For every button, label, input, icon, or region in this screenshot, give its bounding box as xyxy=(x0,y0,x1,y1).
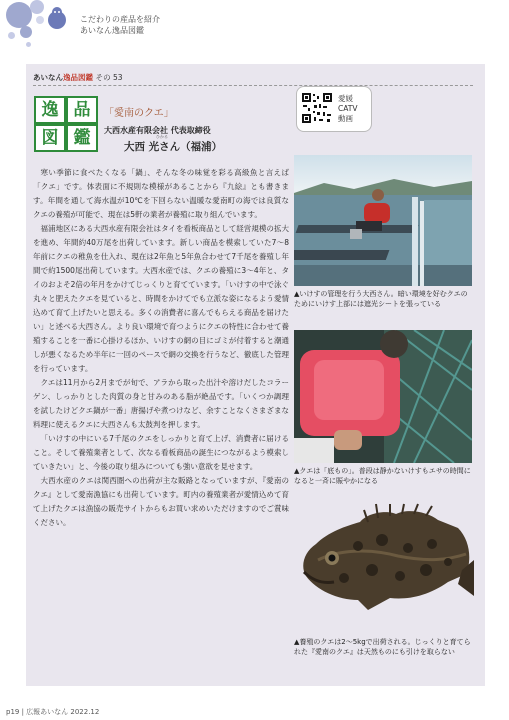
article-body xyxy=(33,166,289,530)
body-paragraph: 寒い季節に食べたくなる「鍋」、そんな冬の味覚を彩る高級魚と言えば「クエ」です。体表面に不規則な模様があることから『九絵』とも書きます。年間を通して海水温が10℃を下回らない温暖な愛南町の海では良質なクエの養殖が可能で、現在は5軒の業者が養殖に取り組んでいます。 xyxy=(33,168,289,219)
body-paragraph: 「いけすの中にいる7千尾のクエをしっかりと育て上げ、消費者に届けること。そして養殖業者として、次なる看板商品の誕生につながるよう模索していきたい」と、今後の取り組みについても強い意欲を見せます。 xyxy=(33,434,289,471)
series-emph: 逸品図鑑 xyxy=(63,73,93,82)
person-name-ruby: ひかる xyxy=(156,134,168,139)
catv-line3: 動画 xyxy=(338,114,353,123)
photo-net-pen-feeding xyxy=(294,330,472,463)
person-name: 大西 光さん（福浦） xyxy=(124,141,223,153)
caption-3: ▲養殖のクエは2～5kgで出荷される。じっくりと育てられた『愛南のクエ』は天然ものにも引けを取らない xyxy=(294,638,471,656)
series-prefix: あいなん xyxy=(33,73,63,82)
logo-char: 逸 xyxy=(34,96,66,124)
header-line1: こだわりの産品を紹介 xyxy=(80,15,160,24)
page-footer: p19 | 広報あいなん 2022.12 xyxy=(6,708,100,716)
photo-kue-grouper xyxy=(298,500,474,622)
logo-char: 鑑 xyxy=(66,124,98,152)
company-name: 大西水産有限会社 代表取締役 xyxy=(104,126,211,135)
catv-line1: 愛媛 xyxy=(338,94,353,103)
catv-line2: CATV xyxy=(338,104,358,113)
series-label xyxy=(33,72,473,86)
header-caption xyxy=(80,14,160,36)
body-paragraph: 福浦地区にある大西水産有限会社はタイを看板商品として経営規模の拡大を進め、年間約40万尾を出荷しています。新しい商品を模索していた7～8年前にクエの稚魚を仕入れ、現在は2年魚と5年魚合わせて7千尾を養殖し年間で約1500尾出荷しています。大西水産では、クエの養殖に3～4年と、タイのおよそ2倍の年月をかけてじっくりと育てています。「いけすの中で泳ぐ丸々と肥えたクエを見ていると、時間をかけてでも立派な姿になるよう愛情込めて育て上げたいと思える。多くの消費者に喜んでもらえる商品を届けたい」と述べる大西さん。より良い環境で育つようにクエの特性に合わせて養殖することを一番に心掛けるほか、いけすの網の目にゴミが付着すると潮通しが悪くなるため半年に一回のペースで網の交換を行うなど、徹底した管理を行っています。 xyxy=(33,224,289,373)
mascot-icon xyxy=(46,6,68,30)
caption-2: ▲クエは「底もの」。普段は静かないけすもエサの時間になると一斉に賑やかになる xyxy=(294,467,471,485)
logo-char: 図 xyxy=(34,124,66,152)
article-title: 「愛南のクエ」 xyxy=(104,108,174,119)
body-paragraph: クエは11月から2月までが旬で、アラから取った出汁や溶けだしたコラーゲン、しっかりとした肉質の身と甘みのある脂が絶品です。「いくつか調理を試したけどクエ鍋が一番」唐揚げや煮つけなど、余すことなくさまざまな料理に使えるクエに大西さんも太鼓判を押します。 xyxy=(33,378,289,429)
catv-label[interactable] xyxy=(338,94,358,124)
ippin-zukan-logo xyxy=(34,96,98,152)
qr-code-icon[interactable] xyxy=(301,92,333,124)
series-number: その 53 xyxy=(95,73,123,82)
photo-fish-farm-worker xyxy=(294,155,472,286)
logo-char: 品 xyxy=(66,96,98,124)
header-line2: あいなん逸品図鑑 xyxy=(80,26,144,35)
body-paragraph: 大西水産のクエは関西圏への出荷が主な販路となっていますが、『愛南のクエ』として愛南漁協にも出荷しています。町内の養殖業者が愛情込めて育て上げたクエは漁協の販売サイトからもお買い求めいただけますのでご賞味ください。 xyxy=(33,476,289,527)
caption-1: ▲いけすの管理を行う大西さん。暗い環境を好むクエのためにいけす上部には遮光シートを張っている xyxy=(294,290,468,308)
